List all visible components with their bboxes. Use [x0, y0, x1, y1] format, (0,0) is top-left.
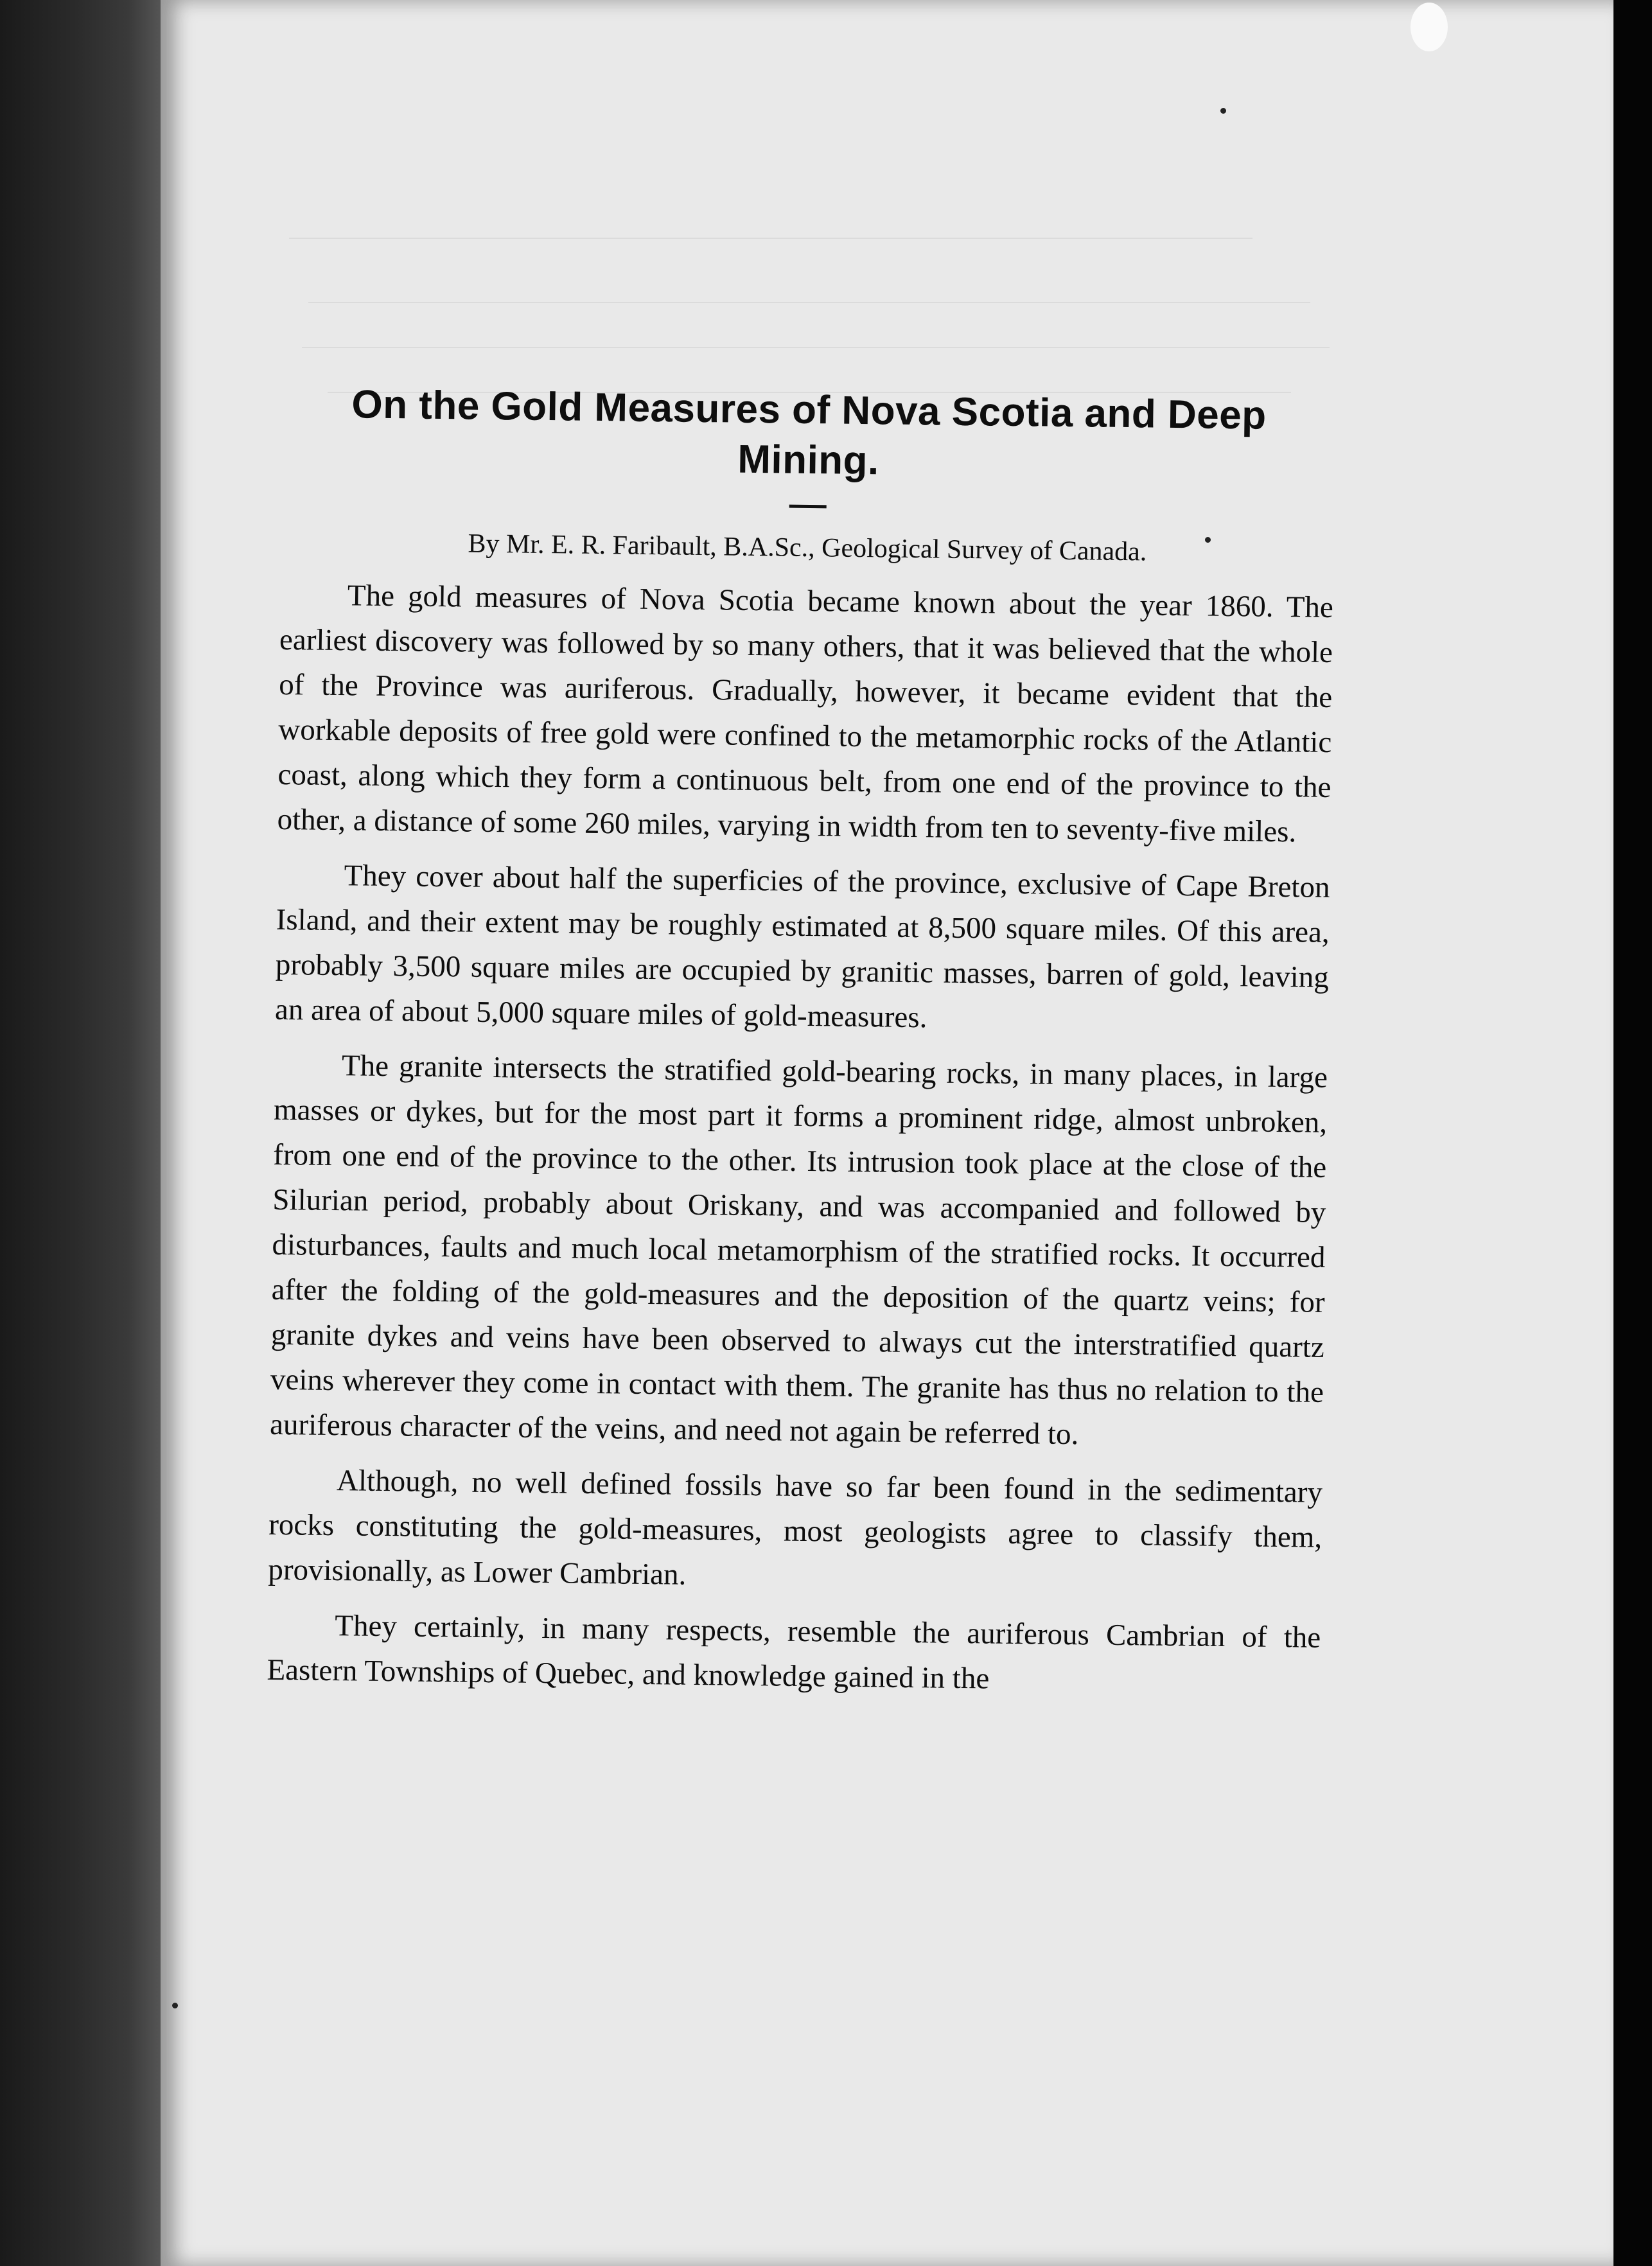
show-through-line	[289, 238, 1252, 239]
punch-hole	[1410, 3, 1448, 51]
body-paragraph: The gold measures of Nova Scotia became known about the year 1860. The earliest discovery was followed by so many others, that it was believed that the whole of the Province was auriferous. Gradually, however, it became evident that the workable deposits of free gold were confined to the metamorphic rocks of the Atlantic coast, along which they form a continuous belt, from one end of the province to the other, a distance of some 260 miles, varying in width from ten to seventy-five miles.	[277, 579, 1334, 849]
body-paragraph: They cover about half the superficies of the province, exclusive of Cape Breton Island, and their extent may be roughly estimated at 8,500 square miles. Of this area, probably 3,500 square miles are occupied by granitic masses, barren of gold, leaving an area of about 5,000 square miles of gold-measures.	[274, 859, 1330, 1035]
dust-speck	[1220, 108, 1226, 114]
title-rule	[789, 505, 827, 509]
author-byline: By Mr. E. R. Faribault, B.A.Sc., Geological Survey of Canada.	[468, 529, 1147, 567]
show-through-line	[308, 302, 1310, 303]
article-title: On the Gold Measures of Nova Scotia and Deep Mining.	[351, 382, 1267, 484]
page-right-edge	[1613, 0, 1652, 2266]
body-paragraph: The granite intersects the stratified gold-bearing rocks, in many places, in large masses or dykes, but for the most part it forms a prominent ridge, almost unbroken, from one end of the province to the other. Its intrusion took place at the close of the Silurian period, probably about Oriskany, and was accompanied and followed by disturbances, faults and much local metamorphism of the stratified rocks. It occurred after the folding of the gold-measures and the deposition of the quartz veins; for granite dykes and veins have been observed to always cut the interstratified quartz veins wherever they come in contact with them. The granite has thus no relation to the auriferous character of the veins, and need not again be referred to.	[269, 1049, 1328, 1452]
book-spine	[0, 0, 161, 2266]
body-paragraph: Although, no well defined fossils have so far been found in the sedimentary rocks constituting the gold-measures, most geologists agree to classify them, provisionally, as Lower Cambrian.	[268, 1464, 1323, 1592]
article	[267, 379, 1336, 1705]
show-through-line	[302, 347, 1330, 348]
dust-speck	[172, 2003, 178, 2008]
body-paragraph: They certainly, in many respects, resemble the auriferous Cambrian of the Eastern Townships of Quebec, and knowledge gained in the	[267, 1609, 1321, 1696]
